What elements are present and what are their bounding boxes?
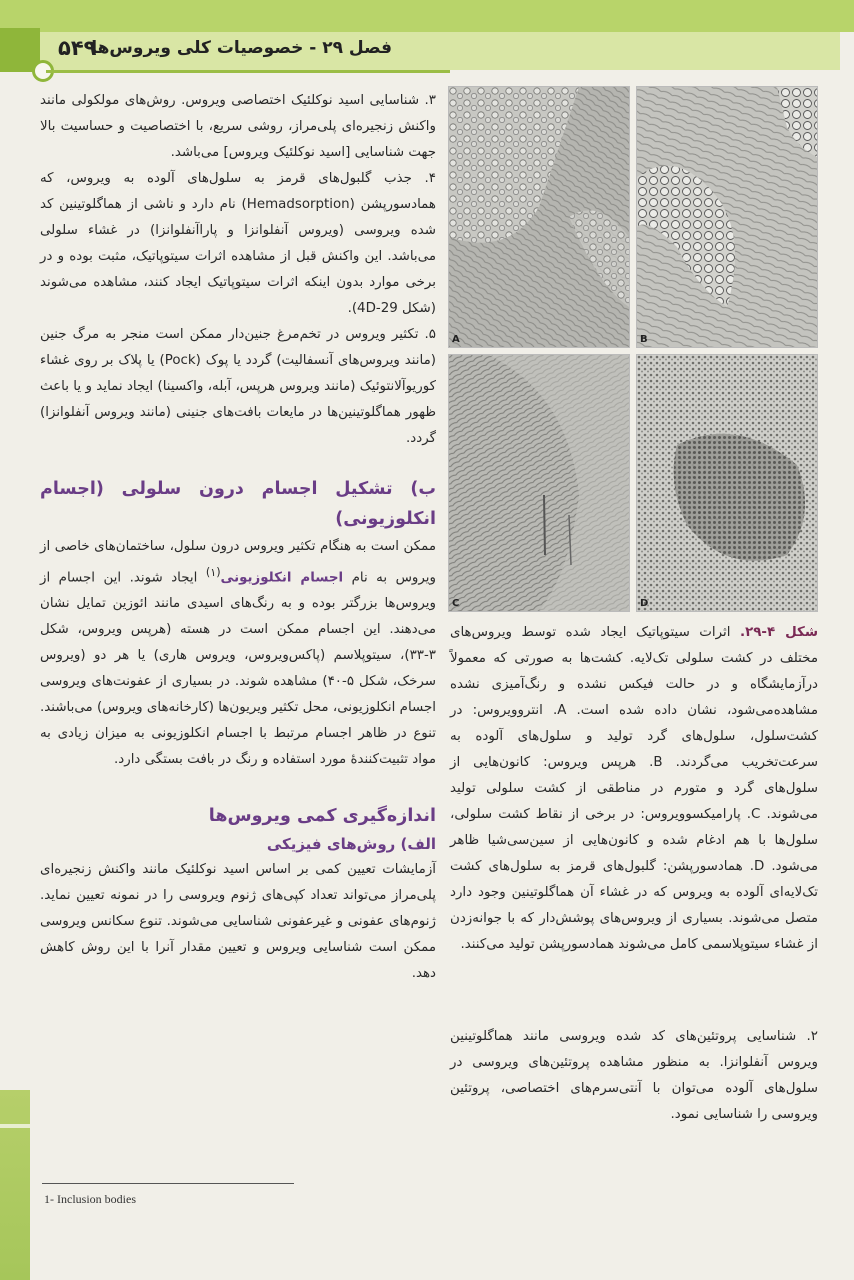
section-heading-inclusion-bodies: ب) تشکیل اجسام درون سلولی (اجسام انکلوزیونی)	[40, 479, 436, 529]
figure-panel-a	[448, 86, 630, 348]
footnote: 1- Inclusion bodies	[44, 1192, 136, 1206]
left-text-column	[40, 88, 436, 987]
paragraph-text: ایجاد شوند. این اجسام از ویروس‌ها بزرگتر بوده و به رنگ‌های اسیدی مانند ائوزین تمایل نشان می‌دهند. این اجسام ممکن است در هسته (هرپس ویروس، شکل ۳-۳۳)، سیتوپلاسم (پاکس‌ویروس، ویروس هاری) یا هر دو (ویروس سرخک، شکل ۵-۴۰) مشاهده شوند. در بسیاری از عفونت‌های ویروسی اجسام انکلوزیونی، محل تکثیر ویریون‌ها (کارخانه‌های ویروس) می‌باشند. تنوع در ظاهر اجسام مرتبط با اجسام انکلوزیونی به میزان زیادی به مواد تثبیت‌کنندهٔ مورد استفاده و رنگ در بافت بستگی دارد.	[40, 570, 436, 768]
figure-panel-d	[636, 354, 818, 612]
section-heading-quantification: اندازه‌گیری کمی ویروس‌ها	[208, 806, 436, 827]
key-term: اجسام انکلوزیونی	[220, 570, 344, 586]
list-item: ۴. جذب گلبول‌های قرمز به سلول‌های آلوده به ویروس، که همادسورپشن (Hemadsorption) نام دارد و ناشی از هماگلوتینین کد شده ویروسی (ویروس آنفلوانزا و پاراآنفلوانزا) در غشاء سلولی می‌باشد. این واکنش قبل از مشاهده اثرات سیتوپاتیک، مثبت بوده و در برخی موارد بدون اینکه اثرات سیتوپاتیک ایجاد کنند، مشاهده می‌شوند (شکل 4D-29).	[40, 171, 436, 316]
figure-panel-label: C	[452, 598, 460, 609]
page-edge-accent	[0, 1090, 30, 1280]
figure-panel-label: A	[452, 334, 460, 345]
paragraph-text: ممکن است به هنگام تکثیر ویروس درون سلول، ساختمان‌های خاصی از ویروس به نام	[40, 539, 436, 586]
subsection-heading-physical-methods: الف) روش‌های فیزیکی	[266, 835, 436, 854]
figure-panel-label: B	[640, 334, 648, 345]
right-text-column	[450, 620, 818, 1128]
list-item: ۳. شناسایی اسید نوکلئیک اختصاصی ویروس. روش‌های مولکولی مانند واکنش زنجیره‌ای پلی‌مراز، روشی سریع، با اختصاصیت و حساسیت بالا جهت شناسایی [اسید نوکلئیک ویروس] می‌باشد.	[40, 93, 436, 160]
figure-panel-b	[636, 86, 818, 348]
figure-caption-label: شکل ۴-۲۹.	[739, 625, 818, 640]
footnote-marker: (۱)	[205, 566, 221, 579]
header-top-strip	[0, 0, 854, 32]
figure-caption-text: اثرات سیتوپاتیک ایجاد شده توسط ویروس‌های مختلف در کشت سلولی تک‌لایه. کشت‌ها به صورتی که معمولاً درآزمایشگاه و در حالت فیکس نشده و رنگ‌آمیزی نشده مشاهده‌می‌شود، نشان داده شده است. A. انتروویروس: در کشت‌سلول، سلول‌های گرد تولید و سلول‌های آلوده به سرعت‌تخریب می‌گردند. B. هرپس ویروس: کانون‌هایی از سلول‌های گرد و متورم در مناطقی از کشت سلولی تولید می‌شوند. C. پارامیکسوویروس: در برخی از نقاط کشت سلولی، سلول‌ها با هم ادغام شده و کانون‌هایی از سین‌سی‌شیا ظاهر می‌شود. D. همادسورپشن: گلبول‌های قرمز به سلول‌های کشت تک‌لایه‌ای آلوده به ویروس که در غشاء آن هماگلوتینین وجود دارد متصل می‌شوند. بسیاری از ویروس‌های پوشش‌دار که با جوانه‌زدن از غشاء سیتوپلاسمی کامل می‌شوند همادسورپشن تولید می‌کنند.	[450, 625, 819, 952]
section-paragraph	[40, 534, 436, 773]
section-paragraph: آزمایشات تعیین کمی بر اساس اسید نوکلئیک مانند واکنش زنجیره‌ای پلی‌مراز می‌تواند تعداد کپی‌های ژنوم ویروسی را در نمونه تعیین نماید. ژنوم‌های عفونی و غیرعفونی شناسایی می‌شوند. تنوع سکانس ویروسی ممکن است شناسایی ویروس و تعیین مقدار آنرا با این روش کاهش دهد.	[40, 862, 436, 982]
list-item: ۵. تکثیر ویروس در تخم‌مرغ جنین‌دار ممکن است منجر به مرگ جنین (مانند ویروس‌های آنسفالیت) گردد یا پوک (Pock) یا پلاک بر روی غشاء کوریوآلانتوئیک (مانند ویروس هرپس، آبله، واکسینا) ایجاد نماید و یا باعث ظهور هماگلوتینین‌ها در مایعات بافت‌های جنینی (مانند ویروس آنفلوانزا) گردد.	[40, 327, 437, 446]
page-number: ۵۴۹	[58, 36, 97, 60]
list-item: ۲. شناسایی پروتئین‌های کد شده ویروسی مانند هماگلوتینین ویروس آنفلوانزا. به منظور مشاهده پروتئین‌های ویروسی در سلول‌های آلوده می‌توان با آنتی‌سرم‌های اختصاصی، پروتئین ویروسی را شناسایی نمود.	[450, 1029, 818, 1122]
header-underline	[46, 70, 450, 73]
figure-panel-label: D	[640, 598, 649, 609]
figure-panel-c	[448, 354, 630, 612]
chapter-title: فصل ۲۹ - خصوصیات کلی ویروس‌ها	[91, 38, 392, 58]
footnote-divider	[42, 1183, 294, 1184]
figure-caption	[450, 620, 818, 958]
